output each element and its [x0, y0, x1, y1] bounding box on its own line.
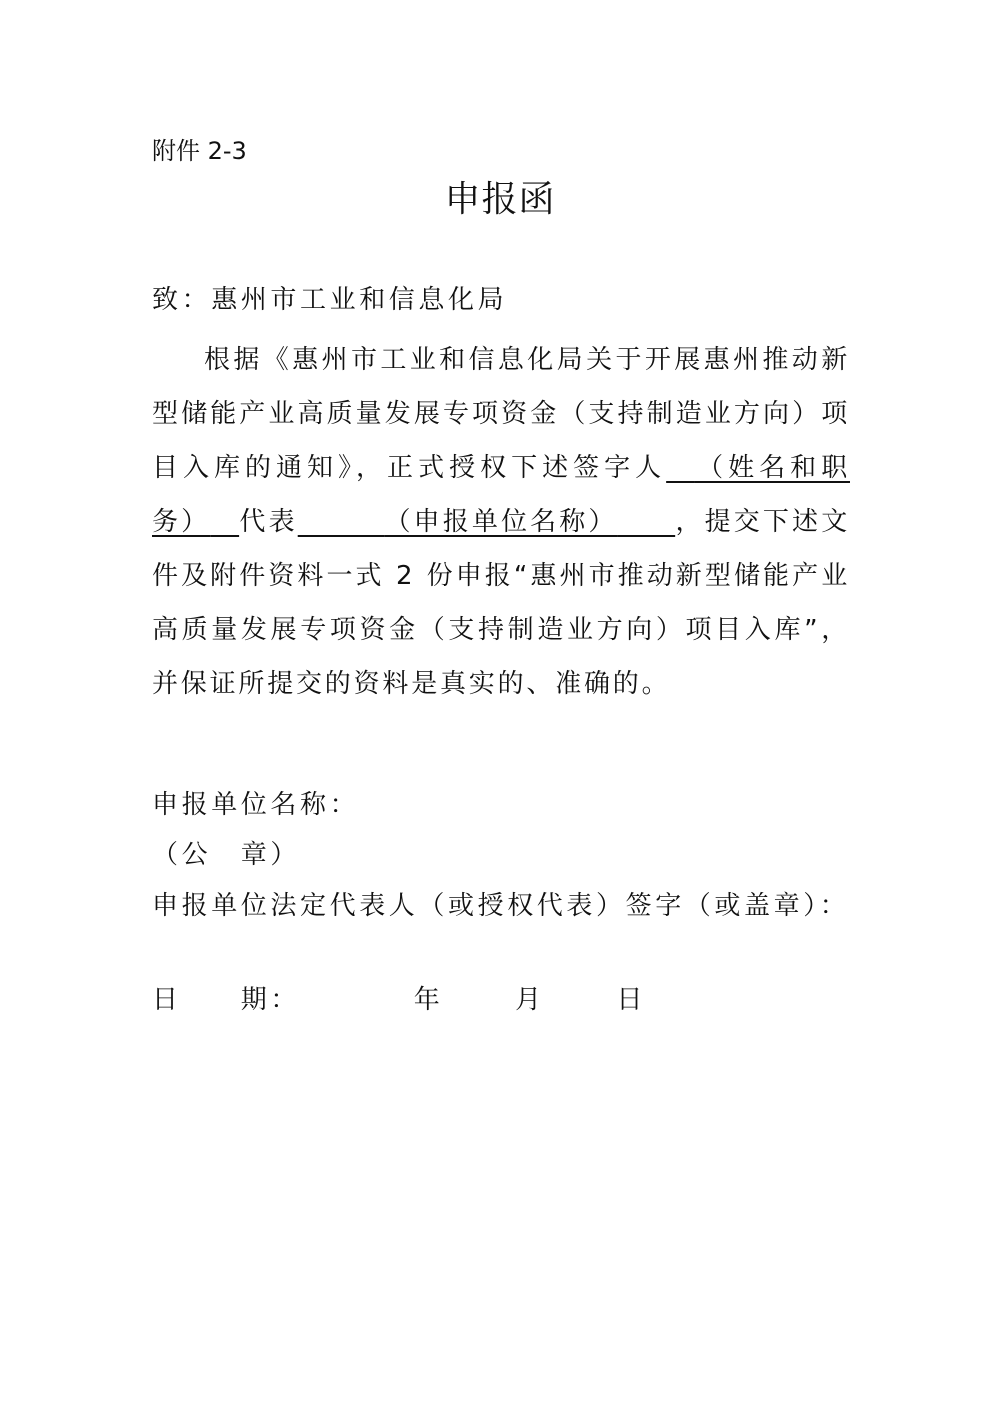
body-text-part2: 代表: [239, 507, 298, 537]
document-title: 申报函: [444, 179, 556, 220]
body-paragraph: [152, 333, 850, 711]
seal-label: （公 章）: [152, 840, 301, 870]
attachment-label: 附件 2-3: [152, 137, 247, 165]
body-text-part1: 根据《惠州市工业和信息化局关于开展惠州推动新型储能产业高质量发展专项资金（支持制造业方向）项目入库的通知》，正式授权下述签字人: [152, 345, 850, 483]
date-line: [152, 983, 852, 1017]
name-title-placeholder: （姓名和职务）: [152, 453, 850, 537]
unit-name-label: 申报单位名称：: [152, 790, 360, 820]
unit-name-blank: [298, 507, 675, 537]
recipient-line: 致：惠州市工业和信息化局: [152, 285, 508, 315]
date-label: 日 期：: [152, 985, 301, 1015]
day-label: 日: [616, 985, 647, 1015]
representative-signature-label: 申报单位法定代表人（或授权代表）签字（或盖章）：: [152, 891, 850, 921]
month-label: 月: [515, 985, 545, 1015]
unit-name-placeholder: （申报单位名称）: [384, 507, 618, 537]
body-text-part3: ，提交下述文件及附件资料一式 2 份申报“惠州市推动新型储能产业高质量发展专项资金（支持制造业方向）项目入库”，并保证所提交的资料是真实的、准确的。: [152, 507, 850, 699]
year-label: 年: [413, 985, 444, 1015]
